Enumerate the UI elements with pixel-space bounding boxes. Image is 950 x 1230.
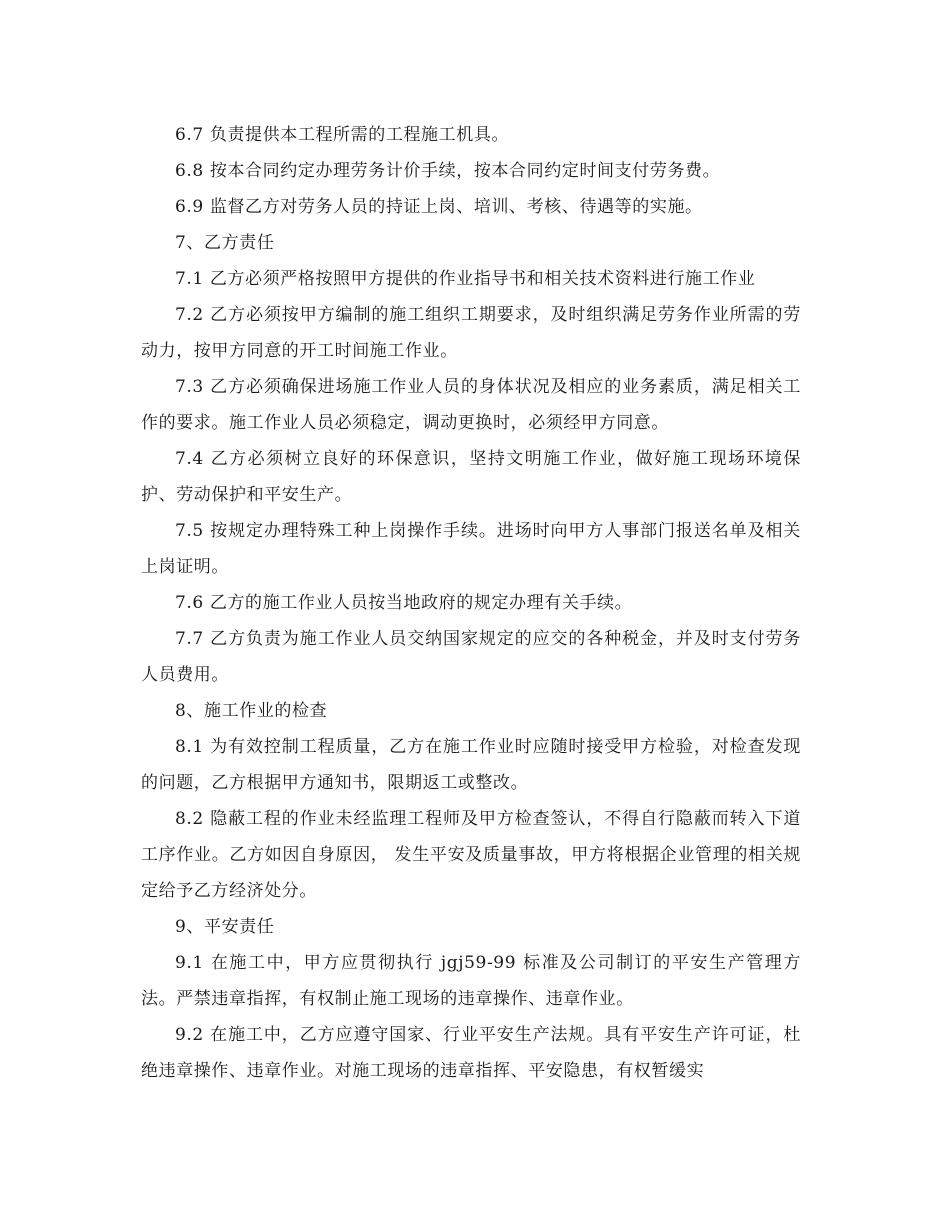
clause-7-2: 7.2 乙方必须按甲方编制的施工组织工期要求，及时组织满足劳务作业所需的劳动力，按甲方同意的开工时间施工作业。 — [141, 305, 801, 361]
clause-8-1: 8.1 为有效控制工程质量，乙方在施工作业时应随时接受甲方检验，对检查发现的问题，乙方根据甲方通知书，限期返工或整改。 — [141, 737, 801, 793]
clause-7-3: 7.3 乙方必须确保进场施工作业人员的身体状况及相应的业务素质，满足相关工作的要求。施工作业人员必须稳定，调动更换时，必须经甲方同意。 — [141, 377, 801, 433]
section-7-heading: 7、乙方责任 — [175, 233, 275, 253]
section-8-heading: 8、施工作业的检查 — [175, 701, 328, 721]
clause-6-7: 6.7 负责提供本工程所需的工程施工机具。 — [175, 125, 510, 145]
clause-7-1: 7.1 乙方必须严格按照甲方提供的作业指导书和相关技术资料进行施工作业 — [175, 269, 756, 289]
document-body — [141, 117, 801, 1089]
clause-7-7: 7.7 乙方负责为施工作业人员交纳国家规定的应交的各种税金，并及时支付劳务人员费用。 — [141, 629, 801, 685]
clause-9-1: 9.1 在施工中，甲方应贯彻执行 jgj59-99 标准及公司制订的平安生产管理方法。严禁违章指挥，有权制止施工现场的违章操作、违章作业。 — [141, 953, 801, 1009]
clause-6-9: 6.9 监督乙方对劳务人员的持证上岗、培训、考核、待遇等的实施。 — [175, 197, 703, 217]
section-9-heading: 9、平安责任 — [175, 917, 275, 937]
clause-6-8: 6.8 按本合同约定办理劳务计价手续，按本合同约定时间支付劳务费。 — [175, 161, 721, 181]
clause-7-4: 7.4 乙方必须树立良好的环保意识，坚持文明施工作业，做好施工现场环境保护、劳动保护和平安生产。 — [141, 449, 801, 505]
clause-8-2: 8.2 隐蔽工程的作业未经监理工程师及甲方检查签认，不得自行隐蔽而转入下道工序作业。乙方如因自身原因， 发生平安及质量事故，甲方将根据企业管理的相关规定给予乙方经济处分。 — [141, 809, 801, 901]
clause-7-5: 7.5 按规定办理特殊工种上岗操作手续。进场时向甲方人事部门报送名单及相关上岗证明。 — [141, 521, 801, 577]
clause-7-6: 7.6 乙方的施工作业人员按当地政府的规定办理有关手续。 — [175, 593, 633, 613]
clause-9-2: 9.2 在施工中，乙方应遵守国家、行业平安生产法规。具有平安生产许可证，杜绝违章操作、违章作业。对施工现场的违章指挥、平安隐患，有权暂缓实 — [141, 1025, 801, 1081]
